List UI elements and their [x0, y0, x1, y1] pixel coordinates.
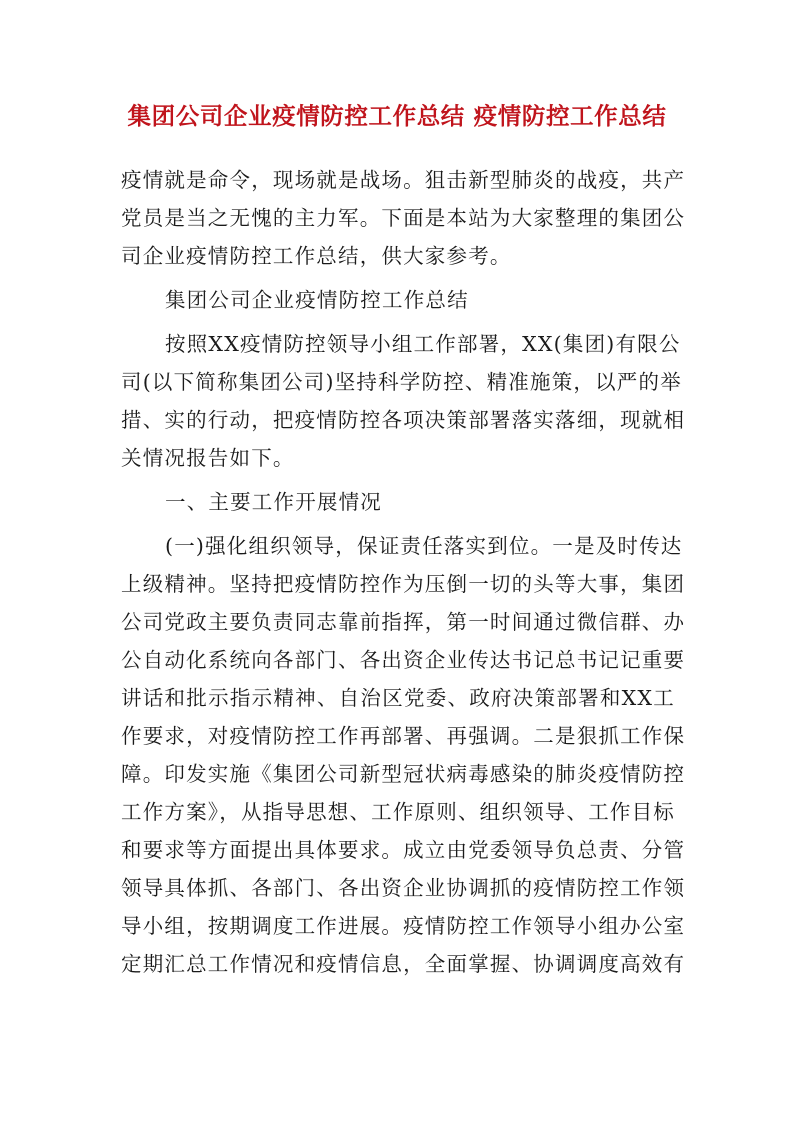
document-title: 集团公司企业疫情防控工作总结 疫情防控工作总结	[127, 102, 667, 130]
paragraph-line: 公司党政主要负责同志靠前指挥，第一时间通过微信群、办	[121, 610, 686, 634]
paragraph-line: 障。印发实施《集团公司新型冠状病毒感染的肺炎疫情防控	[121, 762, 686, 786]
paragraph-line: 司(以下简称集团公司)坚持科学防控、精准施策，以严的举	[121, 370, 682, 394]
paragraph-line: 公自动化系统向各部门、各出资企业传达书记总书记记重要	[121, 648, 686, 672]
paragraph-line: 司企业疫情防控工作总结，供大家参考。	[121, 244, 512, 268]
section-heading: 一、主要工作开展情况	[165, 490, 382, 514]
paragraph-line: 领导具体抓、各部门、各出资企业协调抓的疫情防控工作领	[121, 876, 686, 900]
paragraph-line: 定期汇总工作情况和疫情信息，全面掌握、协调调度高效有	[121, 952, 686, 976]
paragraph-line: 措、实的行动，把疫情防控各项决策部署落实落细，现就相	[121, 408, 686, 432]
section-heading: 集团公司企业疫情防控工作总结	[165, 288, 469, 312]
paragraph-line: 关情况报告如下。	[121, 446, 295, 470]
paragraph-line: 讲话和批示指示精神、自治区党委、政府决策部署和XX工	[121, 686, 675, 710]
paragraph-line: (一)强化组织领导，保证责任落实到位。一是及时传达	[165, 534, 683, 558]
paragraph-line: 导小组，按期调度工作进展。疫情防控工作领导小组办公室	[121, 914, 686, 938]
document-body	[121, 161, 686, 983]
paragraph-line: 上级精神。坚持把疫情防控作为压倒一切的头等大事，集团	[121, 572, 686, 596]
paragraph-line: 疫情就是命令，现场就是战场。狙击新型肺炎的战疫，共产	[121, 168, 686, 192]
paragraph-line: 按照XX疫情防控领导小组工作部署，XX(集团)有限公	[165, 332, 681, 356]
paragraph-line: 工作方案》，从指导思想、工作原则、组织领导、工作目标	[121, 800, 675, 824]
paragraph-line: 作要求，对疫情防控工作再部署、再强调。二是狠抓工作保	[121, 724, 686, 748]
paragraph-line: 党员是当之无愧的主力军。下面是本站为大家整理的集团公	[121, 206, 686, 230]
paragraph-line: 和要求等方面提出具体要求。成立由党委领导负总责、分管	[121, 838, 686, 862]
